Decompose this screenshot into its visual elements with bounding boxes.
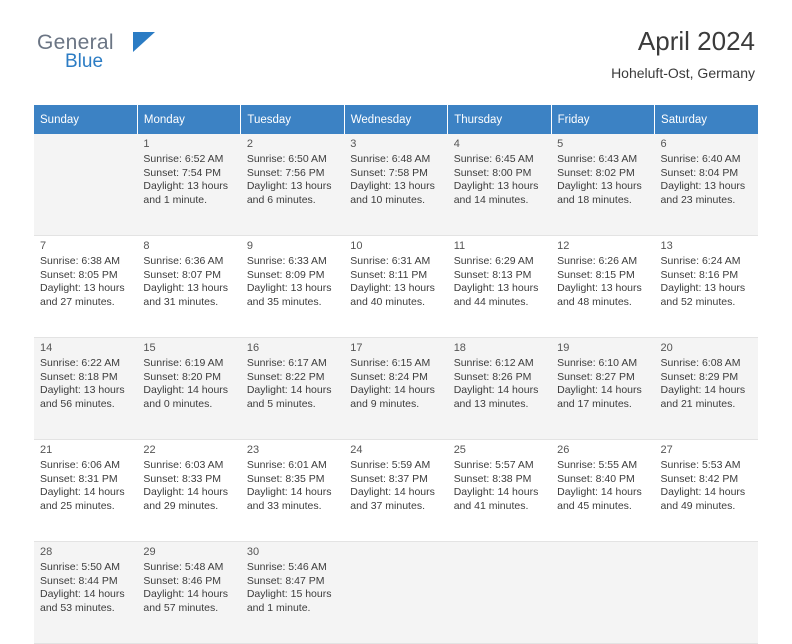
calendar-week-row	[34, 338, 758, 440]
day-number: 20	[660, 342, 673, 354]
calendar-day-cell[interactable]	[137, 338, 240, 440]
day-info-line: Sunrise: 6:26 AM	[557, 255, 638, 267]
weekday-header-monday: Monday	[137, 105, 240, 134]
day-info-line: and 23 minutes.	[660, 193, 736, 206]
day-info-line: and 41 minutes.	[453, 499, 529, 512]
day-info	[143, 459, 234, 513]
day-info-line: Sunset: 8:44 PM	[40, 574, 118, 587]
day-info-line: Sunrise: 5:59 AM	[350, 459, 431, 471]
day-info-line: and 49 minutes.	[660, 499, 736, 512]
day-number: 15	[143, 342, 156, 354]
day-info-line: Sunrise: 6:31 AM	[350, 255, 431, 267]
day-info-line: Sunrise: 5:48 AM	[143, 561, 224, 573]
day-info	[143, 561, 234, 615]
day-info-line: Sunset: 8:13 PM	[453, 268, 532, 281]
location-subtitle: Hoheluft-Ost, Germany	[611, 65, 755, 81]
calendar-table	[34, 105, 758, 644]
calendar-day-cell[interactable]	[551, 236, 654, 338]
day-info-line: Sunrise: 6:17 AM	[246, 357, 327, 369]
calendar-day-cell[interactable]	[448, 236, 551, 338]
calendar-day-cell[interactable]	[655, 338, 758, 440]
day-info	[454, 153, 545, 207]
calendar-empty-cell	[655, 542, 758, 644]
day-number: 6	[660, 138, 667, 150]
day-number: 21	[40, 444, 53, 456]
day-info	[143, 255, 234, 309]
day-info-line: and 56 minutes.	[40, 397, 115, 410]
day-info-line: and 52 minutes.	[660, 295, 736, 308]
calendar-day-cell[interactable]	[448, 440, 551, 542]
calendar-day-cell[interactable]	[655, 134, 758, 236]
day-info-line: Sunset: 8:42 PM	[660, 472, 739, 485]
day-info-line: Sunrise: 5:53 AM	[660, 459, 741, 471]
day-info-line: Sunset: 8:29 PM	[660, 370, 739, 383]
day-info-line: and 37 minutes.	[350, 499, 425, 512]
day-number: 28	[40, 546, 53, 558]
day-info-line: Sunrise: 6:19 AM	[143, 357, 224, 369]
weekday-header-wednesday: Wednesday	[344, 105, 447, 134]
day-info-line: and 14 minutes.	[453, 193, 529, 206]
day-info-line: Sunset: 7:56 PM	[246, 166, 325, 179]
day-number: 9	[246, 240, 253, 252]
calendar-body	[34, 134, 758, 644]
day-info-line: Daylight: 14 hours	[350, 384, 435, 397]
day-info-line: and 53 minutes.	[40, 601, 115, 614]
day-info-line: Sunset: 8:40 PM	[557, 472, 635, 485]
day-info-line: Sunrise: 6:15 AM	[350, 357, 431, 369]
day-info-line: Sunset: 8:02 PM	[557, 166, 635, 179]
day-info-line: Sunset: 8:09 PM	[246, 268, 325, 281]
day-info	[557, 459, 648, 513]
day-info-line: and 6 minutes.	[246, 193, 316, 206]
weekday-header-friday: Friday	[551, 105, 654, 134]
day-info-line: Daylight: 14 hours	[40, 588, 125, 601]
calendar-day-cell[interactable]	[241, 134, 344, 236]
calendar-empty-cell	[448, 542, 551, 644]
calendar-day-cell[interactable]	[655, 236, 758, 338]
day-number: 14	[40, 342, 53, 354]
day-info	[40, 255, 131, 309]
day-info-line: Sunrise: 6:43 AM	[557, 153, 638, 165]
day-info-line: Sunset: 8:00 PM	[453, 166, 532, 179]
calendar-day-cell[interactable]	[655, 440, 758, 542]
day-info	[661, 255, 752, 309]
day-info-line: Daylight: 14 hours	[660, 486, 746, 499]
day-info	[350, 357, 441, 411]
day-number: 8	[143, 240, 150, 252]
day-info-line: Daylight: 13 hours	[453, 282, 539, 295]
day-info-line: Sunset: 8:18 PM	[40, 370, 118, 383]
day-info-line: Sunrise: 6:38 AM	[40, 255, 120, 267]
calendar-day-cell[interactable]	[137, 134, 240, 236]
day-info-line: Daylight: 13 hours	[143, 180, 229, 193]
day-info	[247, 153, 338, 207]
calendar-day-cell[interactable]	[241, 440, 344, 542]
calendar-day-cell[interactable]	[137, 236, 240, 338]
day-info-line: and 5 minutes.	[246, 397, 316, 410]
day-info-line: Daylight: 14 hours	[453, 486, 539, 499]
day-number: 13	[660, 240, 673, 252]
page-header	[34, 0, 758, 81]
calendar-day-cell[interactable]	[137, 542, 240, 644]
day-info-line: Sunrise: 6:45 AM	[453, 153, 534, 165]
day-number: 2	[246, 138, 253, 150]
day-number: 22	[143, 444, 156, 456]
day-info-line: Sunrise: 5:46 AM	[246, 561, 327, 573]
day-info	[40, 561, 131, 615]
day-info-line: Sunrise: 6:50 AM	[246, 153, 327, 165]
day-info-line: Daylight: 15 hours	[246, 588, 332, 601]
calendar-day-cell[interactable]	[551, 338, 654, 440]
day-info-line: Sunrise: 6:36 AM	[143, 255, 224, 267]
day-info-line: Sunset: 8:47 PM	[246, 574, 325, 587]
brand-name-top: General	[37, 31, 114, 54]
day-info-line: and 33 minutes.	[246, 499, 322, 512]
day-info	[661, 153, 752, 207]
day-info-line: and 13 minutes.	[453, 397, 529, 410]
day-info-line: Sunset: 8:16 PM	[660, 268, 739, 281]
day-info-line: Sunset: 8:04 PM	[660, 166, 739, 179]
day-info-line: and 17 minutes.	[557, 397, 632, 410]
day-info-line: Sunset: 8:37 PM	[350, 472, 428, 485]
day-info-line: Daylight: 13 hours	[453, 180, 539, 193]
day-info-line: Sunrise: 6:52 AM	[143, 153, 224, 165]
day-info-line: Sunset: 7:54 PM	[143, 166, 222, 179]
day-info	[454, 255, 545, 309]
day-info-line: Sunset: 8:22 PM	[246, 370, 325, 383]
day-info	[661, 357, 752, 411]
day-info	[247, 357, 338, 411]
day-info-line: and 25 minutes.	[40, 499, 115, 512]
day-info-line: Sunrise: 6:22 AM	[40, 357, 120, 369]
day-info	[350, 255, 441, 309]
day-info-line: Daylight: 14 hours	[246, 384, 332, 397]
calendar-day-cell[interactable]	[448, 134, 551, 236]
day-info	[454, 459, 545, 513]
day-info-line: Daylight: 14 hours	[557, 486, 642, 499]
day-number: 24	[350, 444, 363, 456]
day-info-line: and 31 minutes.	[143, 295, 219, 308]
day-info-line: Sunrise: 6:10 AM	[557, 357, 638, 369]
day-info-line: Sunset: 8:20 PM	[143, 370, 222, 383]
calendar-day-cell[interactable]	[241, 542, 344, 644]
day-number: 17	[350, 342, 363, 354]
brand-name-bottom: Blue	[65, 51, 104, 72]
calendar-week-row	[34, 542, 758, 644]
day-info	[247, 255, 338, 309]
day-info	[247, 459, 338, 513]
day-number: 25	[453, 444, 466, 456]
day-info-line: and 10 minutes.	[350, 193, 425, 206]
day-info-line: Daylight: 13 hours	[246, 180, 332, 193]
day-info-line: Daylight: 14 hours	[453, 384, 539, 397]
brand-logo	[37, 32, 257, 80]
day-number: 16	[246, 342, 260, 354]
day-info-line: Sunrise: 6:12 AM	[453, 357, 534, 369]
day-info-line: Sunset: 8:31 PM	[40, 472, 118, 485]
day-info-line: Daylight: 13 hours	[40, 384, 125, 397]
flag-icon	[133, 32, 155, 52]
day-number: 1	[143, 138, 150, 150]
day-info	[454, 357, 545, 411]
day-info-line: Daylight: 14 hours	[143, 588, 229, 601]
calendar-day-cell[interactable]	[34, 440, 137, 542]
calendar-week-row	[34, 236, 758, 338]
day-info-line: Sunrise: 6:24 AM	[660, 255, 741, 267]
calendar-header-row	[34, 105, 758, 134]
day-info-line: and 18 minutes.	[557, 193, 632, 206]
day-info-line: Sunrise: 6:48 AM	[350, 153, 431, 165]
day-info-line: Sunrise: 6:08 AM	[660, 357, 741, 369]
day-info-line: Sunset: 8:35 PM	[246, 472, 325, 485]
day-info-line: Sunset: 8:24 PM	[350, 370, 428, 383]
day-info-line: Sunset: 7:58 PM	[350, 166, 428, 179]
day-info-line: Daylight: 13 hours	[246, 282, 332, 295]
day-info-line: and 45 minutes.	[557, 499, 632, 512]
weekday-header-sunday: Sunday	[34, 105, 137, 134]
day-number: 5	[557, 138, 564, 150]
day-info-line: Daylight: 13 hours	[660, 282, 746, 295]
calendar-week-row	[34, 134, 758, 236]
weekday-header-saturday: Saturday	[655, 105, 758, 134]
day-info-line: Daylight: 14 hours	[350, 486, 435, 499]
day-number: 23	[246, 444, 260, 456]
day-info-line: Sunset: 8:27 PM	[557, 370, 635, 383]
weekday-header-thursday: Thursday	[448, 105, 551, 134]
day-info-line: Daylight: 13 hours	[660, 180, 746, 193]
day-info	[350, 153, 441, 207]
calendar-day-cell[interactable]	[241, 338, 344, 440]
day-number: 7	[40, 240, 47, 252]
day-info-line: and 1 minute.	[246, 601, 311, 614]
day-info-line: Sunrise: 6:03 AM	[143, 459, 224, 471]
day-info-line: Daylight: 13 hours	[557, 180, 642, 193]
day-info-line: Daylight: 13 hours	[143, 282, 229, 295]
day-info	[557, 153, 648, 207]
day-number: 26	[557, 444, 570, 456]
day-info	[40, 459, 131, 513]
calendar-day-cell[interactable]	[551, 440, 654, 542]
day-info	[143, 153, 234, 207]
day-number: 3	[350, 138, 357, 150]
day-info	[557, 255, 648, 309]
day-info-line: Sunset: 8:11 PM	[350, 268, 428, 281]
day-info-line: Sunrise: 6:29 AM	[453, 255, 534, 267]
title-block	[611, 26, 755, 82]
day-info-line: Sunrise: 6:01 AM	[246, 459, 327, 471]
day-info-line: Sunrise: 6:33 AM	[246, 255, 327, 267]
day-number: 30	[246, 546, 260, 558]
calendar-week-row	[34, 440, 758, 542]
day-info-line: and 27 minutes.	[40, 295, 115, 308]
day-info-line: Sunrise: 5:50 AM	[40, 561, 120, 573]
day-number: 12	[557, 240, 570, 252]
calendar-day-cell[interactable]	[34, 236, 137, 338]
day-info-line: Daylight: 13 hours	[350, 180, 435, 193]
day-info	[557, 357, 648, 411]
day-info-line: Daylight: 13 hours	[350, 282, 435, 295]
day-info-line: and 48 minutes.	[557, 295, 632, 308]
calendar-day-cell[interactable]	[137, 440, 240, 542]
day-number: 27	[660, 444, 673, 456]
day-info-line: Daylight: 14 hours	[246, 486, 332, 499]
day-info-line: Sunset: 8:46 PM	[143, 574, 222, 587]
calendar-day-cell[interactable]	[241, 236, 344, 338]
calendar-day-cell[interactable]	[448, 338, 551, 440]
calendar-day-cell[interactable]	[34, 338, 137, 440]
page-title: April 2024	[637, 26, 755, 56]
day-info-line: Sunset: 8:15 PM	[557, 268, 635, 281]
day-number: 18	[453, 342, 466, 354]
day-info-line: and 57 minutes.	[143, 601, 219, 614]
day-info-line: and 40 minutes.	[350, 295, 425, 308]
day-info-line: Daylight: 13 hours	[40, 282, 125, 295]
day-info-line: Daylight: 14 hours	[40, 486, 125, 499]
day-info-line: and 44 minutes.	[453, 295, 529, 308]
calendar-day-cell[interactable]	[344, 338, 447, 440]
day-info-line: Sunrise: 6:06 AM	[40, 459, 120, 471]
day-info-line: Sunrise: 5:55 AM	[557, 459, 638, 471]
day-info	[661, 459, 752, 513]
day-info-line: Sunset: 8:33 PM	[143, 472, 222, 485]
day-info-line: Daylight: 14 hours	[660, 384, 746, 397]
calendar-day-cell[interactable]	[344, 134, 447, 236]
weekday-header-tuesday: Tuesday	[241, 105, 344, 134]
day-info-line: Sunset: 8:38 PM	[453, 472, 532, 485]
day-info-line: Daylight: 14 hours	[143, 486, 229, 499]
day-number: 29	[143, 546, 156, 558]
calendar-empty-cell	[344, 542, 447, 644]
day-number: 4	[453, 138, 460, 150]
day-info-line: Sunset: 8:26 PM	[453, 370, 532, 383]
day-info-line: Sunset: 8:05 PM	[40, 268, 118, 281]
day-info-line: Sunset: 8:07 PM	[143, 268, 222, 281]
day-info-line: Sunrise: 5:57 AM	[453, 459, 534, 471]
day-info-line: Daylight: 14 hours	[143, 384, 229, 397]
day-info-line: and 21 minutes.	[660, 397, 736, 410]
day-number: 10	[350, 240, 363, 252]
day-info	[40, 357, 131, 411]
day-number: 11	[453, 240, 466, 252]
calendar-day-cell[interactable]	[344, 440, 447, 542]
day-number: 19	[557, 342, 570, 354]
day-info-line: Sunrise: 6:40 AM	[660, 153, 741, 165]
day-info	[143, 357, 234, 411]
calendar-empty-cell	[551, 542, 654, 644]
day-info-line: and 29 minutes.	[143, 499, 219, 512]
calendar-day-cell[interactable]	[551, 134, 654, 236]
day-info-line: Daylight: 14 hours	[557, 384, 642, 397]
day-info-line: Daylight: 13 hours	[557, 282, 642, 295]
day-info-line: and 0 minutes.	[143, 397, 213, 410]
calendar-day-cell[interactable]	[344, 236, 447, 338]
day-info-line: and 35 minutes.	[246, 295, 322, 308]
day-info	[247, 561, 338, 615]
day-info	[350, 459, 441, 513]
day-info-line: and 1 minute.	[143, 193, 208, 206]
calendar-day-cell[interactable]	[34, 542, 137, 644]
day-info-line: and 9 minutes.	[350, 397, 420, 410]
calendar-empty-cell	[34, 134, 137, 236]
